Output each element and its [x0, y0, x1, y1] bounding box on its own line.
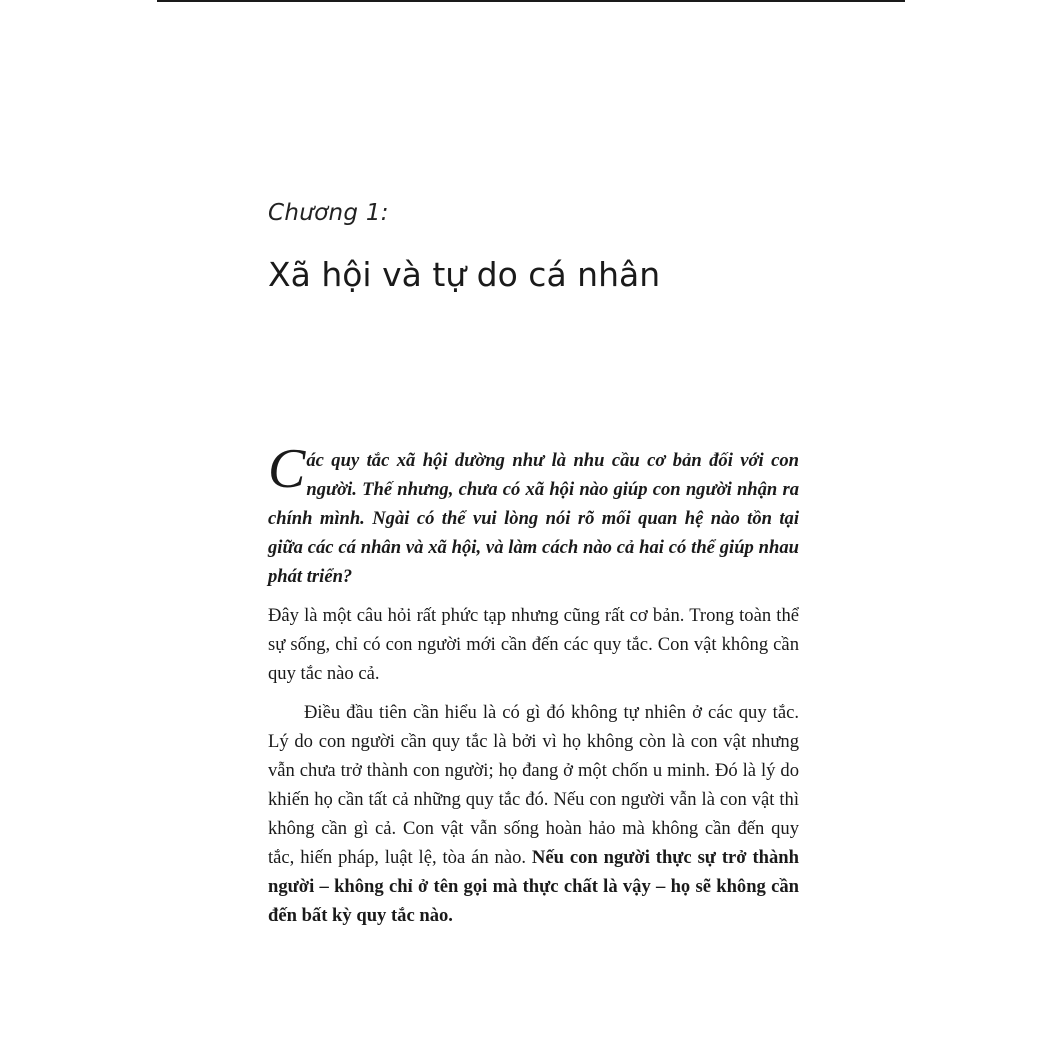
- question-text: ác quy tắc xã hội dường như là nhu cầu cơ bản đối với con người. Thế nhưng, chưa có xã hội nào giúp con người nhận ra chính mình. Ngài có thể vui lòng nói rõ mối quan hệ nào tồn tại giữa các cá nhân và xã hội, và làm cách nào cả hai có thể giúp nhau phát triển?: [268, 450, 799, 587]
- drop-cap: C: [268, 438, 306, 500]
- body-text: [268, 438, 799, 940]
- paragraph-2-bold-text: Nếu con người thực sự trở thành người – không chỉ ở tên gọi mà thực chất là vậy – họ sẽ không cần đến bất kỳ quy tắc nào.: [268, 847, 799, 926]
- top-rule: [157, 0, 905, 2]
- question-paragraph: [268, 438, 799, 591]
- paragraph-1: Đây là một câu hỏi rất phức tạp nhưng cũng rất cơ bản. Trong toàn thể sự sống, chỉ có con người mới cần đến các quy tắc. Con vật không cần quy tắc nào cả.: [268, 605, 799, 684]
- chapter-label: Chương 1:: [268, 200, 389, 226]
- paragraph-2: [268, 698, 799, 930]
- chapter-title: Xã hội và tự do cá nhân: [268, 255, 661, 294]
- paragraph-2-text: Điều đầu tiên cần hiểu là có gì đó không tự nhiên ở các quy tắc. Lý do con người cần quy tắc là bởi vì họ không còn là con vật nhưng vẫn chưa trở thành con người; họ đang ở một chốn u minh. Đó là lý do khiến họ cần tất cả những quy tắc đó. Nếu con người vẫn là con vật thì không cần gì cả. Con vật vẫn sống hoàn hảo mà không cần đến quy tắc, hiến pháp, luật lệ, tòa án nào.: [268, 702, 799, 868]
